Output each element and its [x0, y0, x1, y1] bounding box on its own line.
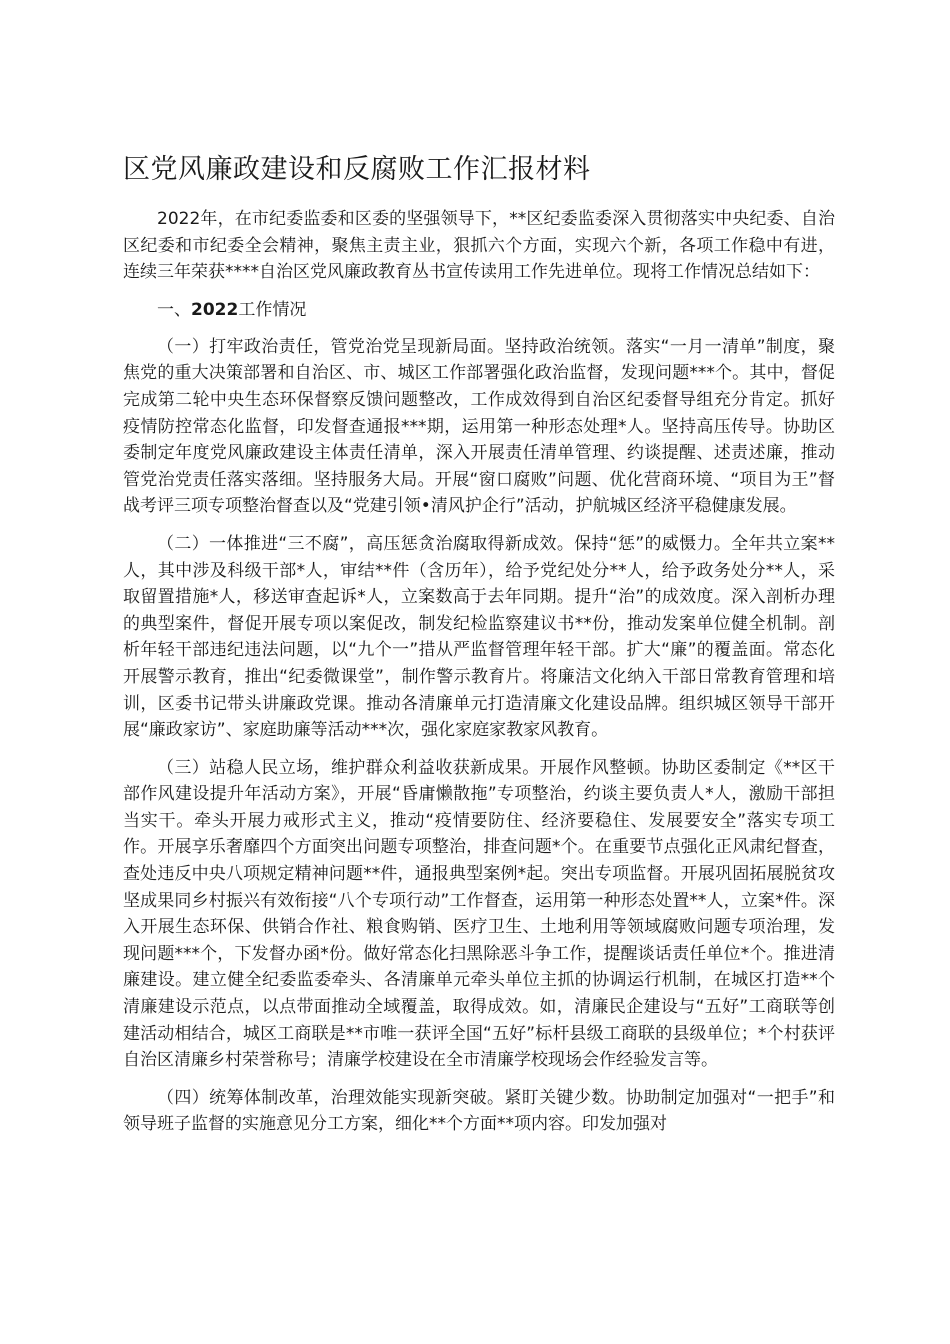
paragraph-1: （一）打牢政治责任，管党治党呈现新局面。坚持政治统领。落实“一月一清单”制度，聚焦党的重大决策部署和自治区、市、城区工作部署强化政治监督，发现问题***个。其中，督促完成第二轮中央生态环保督察反馈问题整改，工作成效得到自治区纪委督导组充分肯定。抓好疫情防控常态化监督，印发督查通报***期，运用第一种形态处理*人。坚持高压传导。协助区委制定年度党风廉政建设主体责任清单，深入开展责任清单管理、约谈提醒、述责述廉，推动管党治党责任落实落细。坚持服务大局。开展“窗口腐败”问题、优化营商环境、“项目为王”督战考评三项专项整治督查以及“党建引领•清风护企行”活动，护航城区经济平稳健康发展。	[123, 336, 835, 517]
intro-paragraph: 2022年，在市纪委监委和区委的坚强领导下，**区纪委监委深入贯彻落实中央纪委、自治区纪委和市纪委全会精神，聚焦主责主业，狠抓六个方面，实现六个新，各项工作稳中有进，连续三年荣获****自治区党风廉政教育丛书宣传读用工作先进单位。现将工作情况总结如下：	[123, 209, 835, 283]
paragraph-3: （三）站稳人民立场，维护群众利益收获新成果。开展作风整顿。协助区委制定《**区干部作风建设提升年活动方案》，开展“昏庸懒散拖”专项整治，约谈主要负责人*人，激励干部担当实干。牵头开展力戒形式主义，推动“疫情要防住、经济要稳住、发展要安全”落实专项工作。开展享乐奢靡四个方面突出问题专项整治，排查问题*个。在重要节点强化正风肃纪督查，查处违反中央八项规定精神问题**件，通报典型案例*起。突出专项监督。开展巩固拓展脱贫攻坚成果同乡村振兴有效衔接“八个专项行动”工作督查，运用第一种形态处置**人，立案*件。深入开展生态环保、供销合作社、粮食购销、医疗卫生、土地利用等领域腐败问题专项治理，发现问题***个，下发督办函*份。做好常态化扫黑除恶斗争工作，提醒谈话责任单位*个。推进清廉建设。建立健全纪委监委牵头、各清廉单元牵头单位主抓的协调运行机制，在城区打造**个清廉建设示范点，以点带面推动全域覆盖，取得成效。如，清廉民企建设与“五好”工商联等创建活动相结合，城区工商联是**市唯一获评全国“五好”标杆县级工商联的县级单位；*个村获评自治区清廉乡村荣誉称号；清廉学校建设在全市清廉学校现场会作经验发言等。	[123, 757, 835, 1071]
paragraph-4: （四）统筹体制改革，治理效能实现新突破。紧盯关键少数。协助制定加强对“一把手”和领导班子监督的实施意见分工方案，细化**个方面**项内容。印发加强对	[123, 1087, 835, 1135]
section-prefix: 一、	[157, 299, 191, 320]
section-suffix: 工作情况	[238, 299, 307, 320]
document-title: 区党风廉政建设和反腐败工作汇报材料	[123, 154, 591, 185]
document-page	[123, 150, 835, 1138]
paragraph-2: （二）一体推进“三不腐”，高压惩贪治腐取得新成效。保持“惩”的威慑力。全年共立案**人，其中涉及科级干部*人，审结**件（含历年），给予党纪处分**人，给予政务处分**人，采取留置措施*人，移送审查起诉*人，立案数高于去年同期。提升“治”的成效度。深入剖析办理的典型案件，督促开展专项以案促改，制发纪检监察建议书**份，推动发案单位健全机制。剖析年轻干部违纪违法问题，以“九个一”措从严监督管理年轻干部。扩大“廉”的覆盖面。常态化开展警示教育，推出“纪委微课堂”，制作警示教育片。将廉洁文化纳入干部日常教育管理和培训，区委书记带头讲廉政党课。推动各清廉单元打造清廉文化建设品牌。组织城区领导干部开展“廉政家访”、家庭助廉等活动***次，强化家庭家教家风教育。	[123, 533, 835, 741]
section-heading-1	[123, 297, 835, 323]
section-year: 2022	[191, 299, 239, 320]
